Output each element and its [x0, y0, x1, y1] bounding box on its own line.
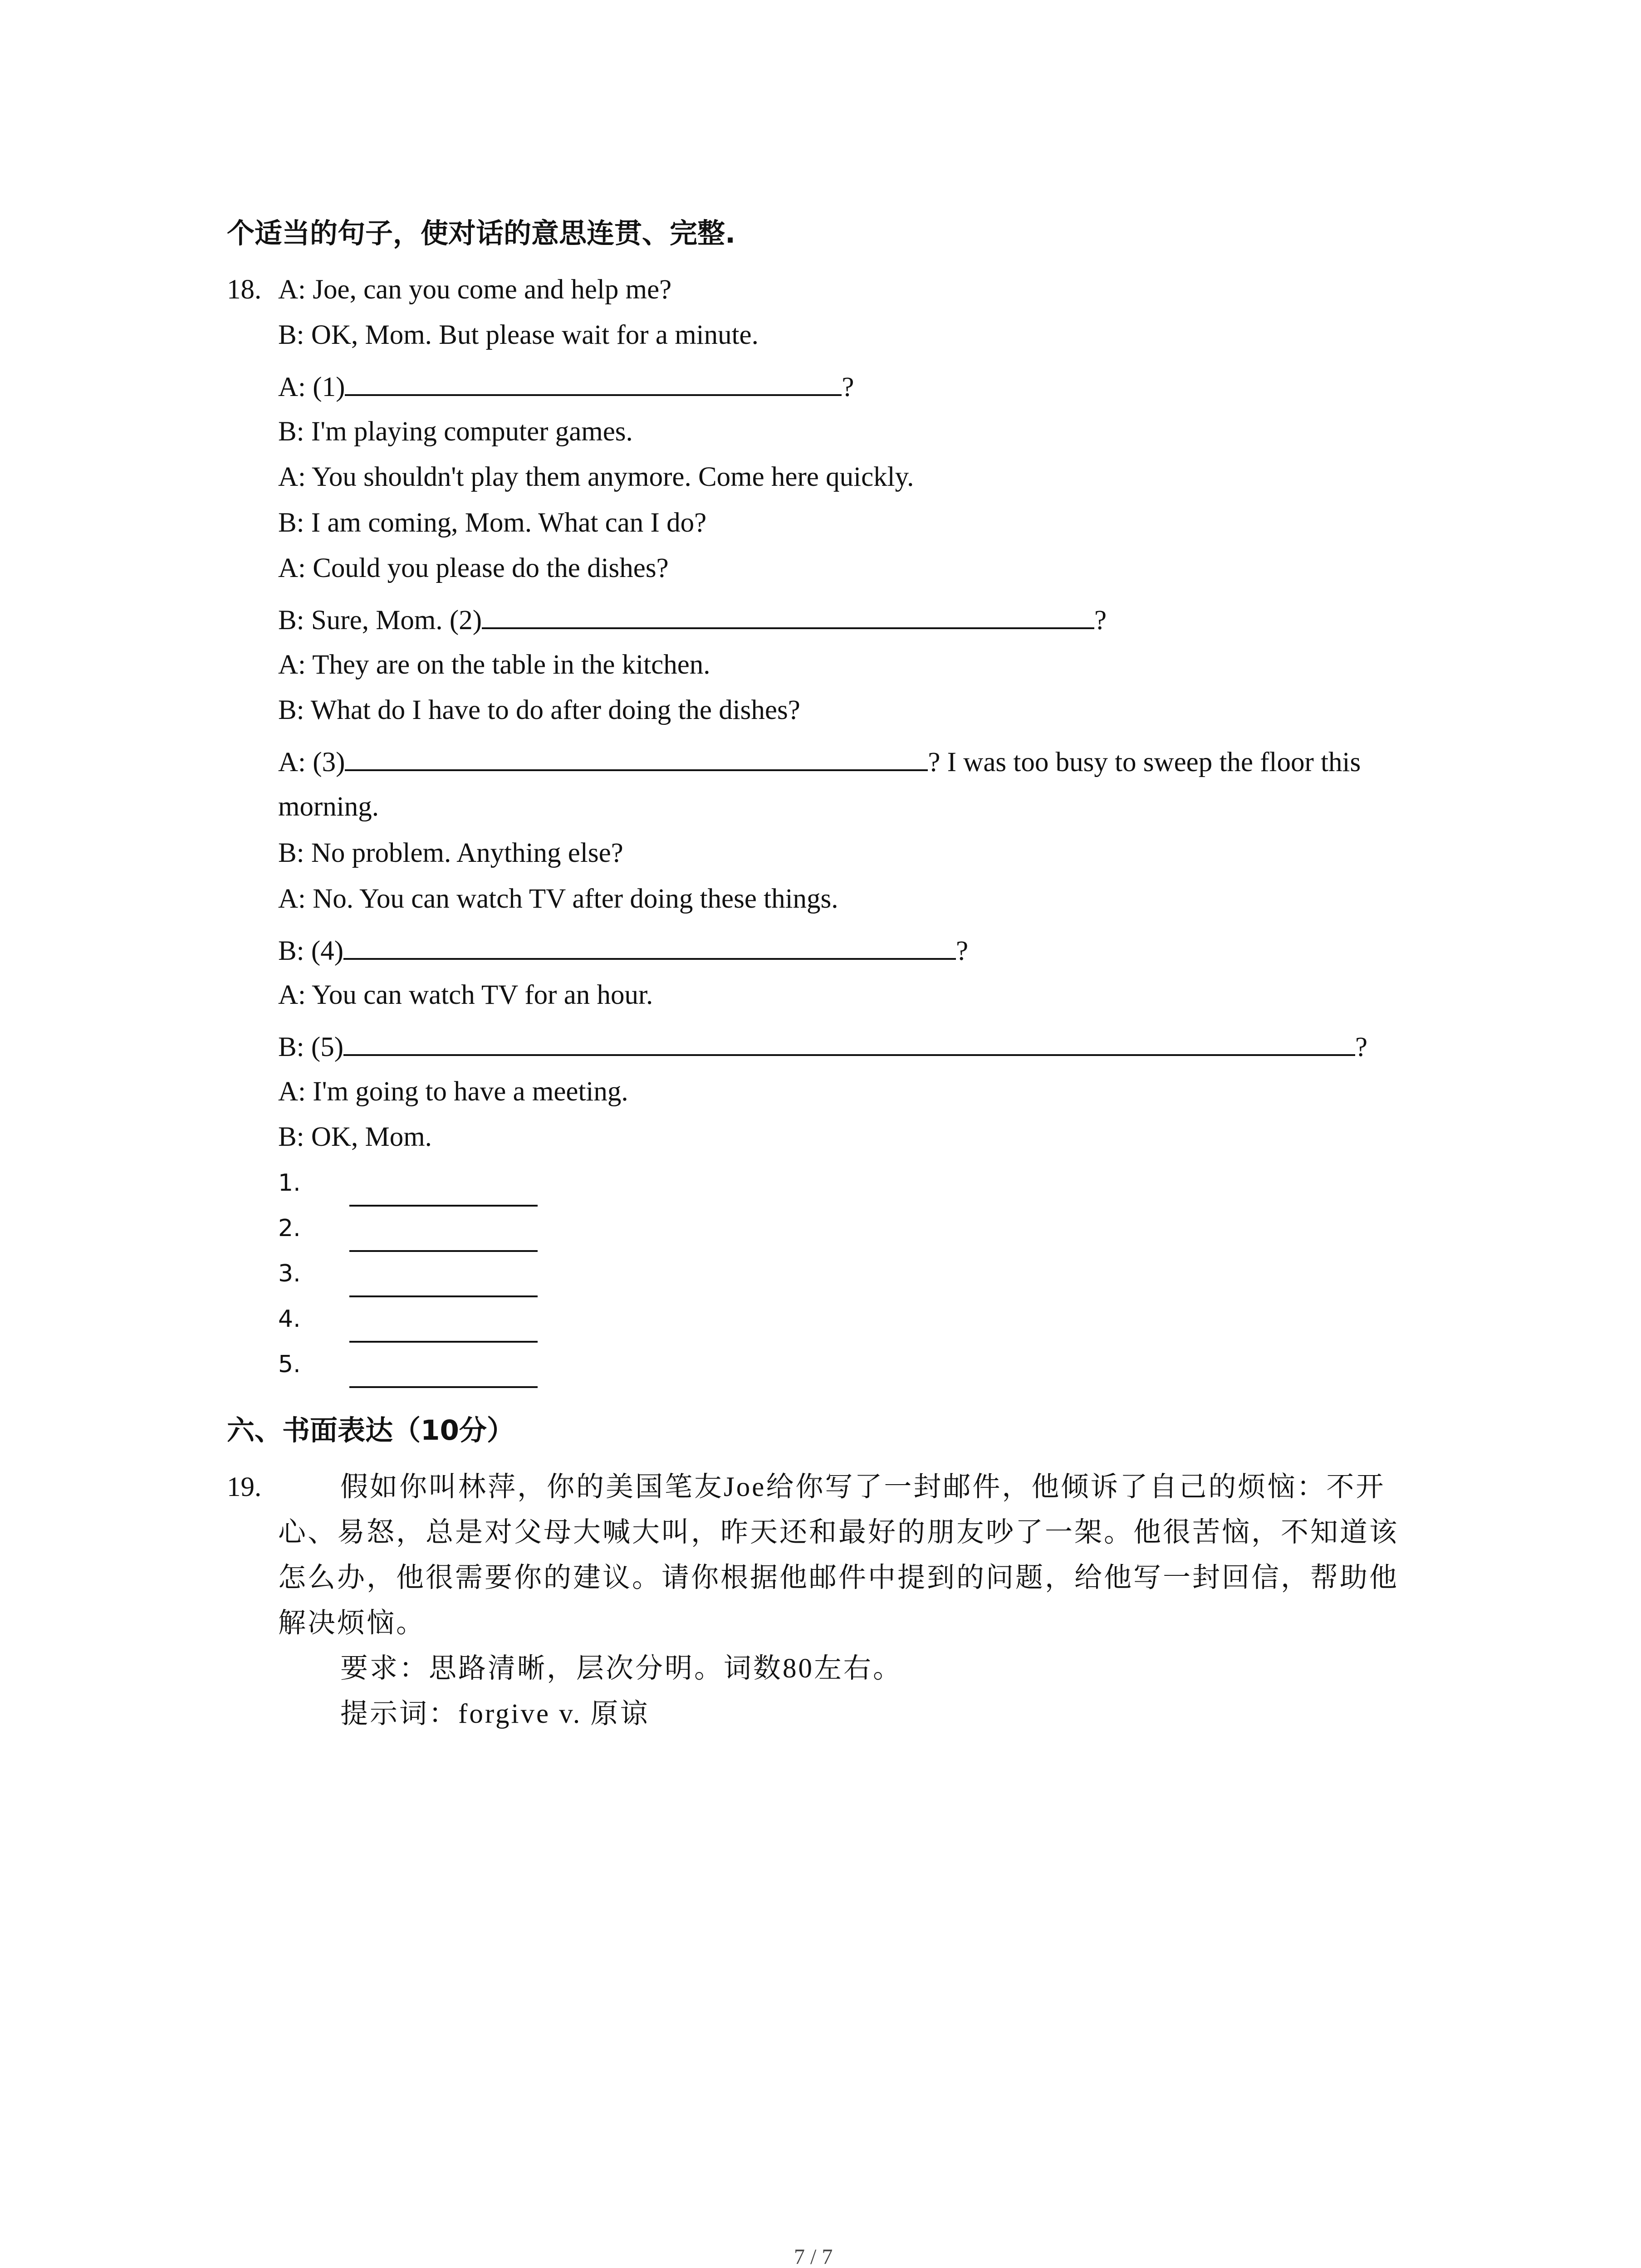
question-mark: ?	[1355, 1032, 1368, 1062]
dialogue-line-11	[278, 744, 1361, 779]
section-instruction: 个适当的句子，使对话的意思连贯、完整.	[227, 217, 736, 249]
page-number: 7 / 7	[794, 2245, 833, 2268]
dialogue-line-10: B: What do I have to do after doing the dishes?	[278, 695, 800, 725]
essay-requirement: 要求：思路清晰，层次分明。词数80左右。	[340, 1653, 903, 1684]
answer-blank-5[interactable]	[343, 1029, 1355, 1056]
answer-number-2: 2.	[278, 1215, 301, 1242]
dialogue-line-13: A: No. You can watch TV after doing these things.	[278, 884, 838, 914]
essay-hint: 提示词：forgive v. 原谅	[340, 1699, 650, 1729]
dialogue-line-4: B: I'm playing computer games.	[278, 416, 633, 447]
dialogue-line-17: A: I'm going to have a meeting.	[278, 1076, 628, 1107]
answer-line-4[interactable]	[349, 1339, 538, 1343]
dialogue-line-6: B: I am coming, Mom. What can I do?	[278, 508, 707, 538]
question-mark: ?	[956, 936, 969, 966]
dialogue-line-2: B: OK, Mom. But please wait for a minute.	[278, 320, 759, 350]
dialogue-line-18: B: OK, Mom.	[278, 1122, 432, 1152]
question-number-19: 19.	[227, 1472, 262, 1502]
dialogue-prefix-1: A: (1)	[278, 372, 345, 402]
answer-number-4: 4.	[278, 1305, 301, 1333]
dialogue-suffix-3: ? I was too busy to sweep the floor this	[928, 747, 1361, 777]
dialogue-line-5: A: You shouldn't play them anymore. Come here quickly.	[278, 462, 914, 492]
answer-blank-2[interactable]	[482, 602, 1094, 629]
answer-blank-4[interactable]	[343, 933, 956, 960]
answer-number-1: 1.	[278, 1169, 301, 1197]
answer-blank-3[interactable]	[345, 744, 928, 771]
dialogue-line-12: B: No problem. Anything else?	[278, 838, 623, 868]
essay-prompt-line-1: 假如你叫林萍，你的美国笔友Joe给你写了一封邮件，他倾诉了自己的烦恼：不开	[340, 1472, 1386, 1502]
dialogue-line-15: A: You can watch TV for an hour.	[278, 980, 653, 1010]
dialogue-prefix-3: A: (3)	[278, 747, 345, 777]
dialogue-line-9: A: They are on the table in the kitchen.	[278, 650, 710, 680]
dialogue-line-3	[278, 369, 854, 404]
dialogue-line-8	[278, 602, 1107, 637]
answer-line-2[interactable]	[349, 1248, 538, 1252]
answer-number-3: 3.	[278, 1260, 301, 1287]
question-mark: ?	[1094, 605, 1107, 635]
essay-prompt-line-4: 解决烦恼。	[278, 1608, 426, 1638]
dialogue-prefix-2: B: Sure, Mom. (2)	[278, 605, 482, 635]
question-mark: ?	[842, 372, 854, 402]
question-number-18: 18.	[227, 274, 262, 305]
essay-prompt-line-3: 怎么办，他很需要你的建议。请你根据他邮件中提到的问题，给他写一封回信，帮助他	[278, 1563, 1399, 1593]
answer-line-1[interactable]	[349, 1203, 538, 1207]
dialogue-prefix-4: B: (4)	[278, 936, 344, 966]
answer-blank-1[interactable]	[345, 369, 842, 396]
dialogue-line-14	[278, 933, 968, 968]
dialogue-line-11-cont: morning.	[278, 792, 379, 822]
answer-line-3[interactable]	[349, 1294, 538, 1297]
essay-prompt-line-2: 心、易怒，总是对父母大喊大叫，昨天还和最好的朋友吵了一架。他很苦恼，不知道该	[278, 1517, 1399, 1548]
dialogue-line-1: A: Joe, can you come and help me?	[278, 274, 672, 305]
dialogue-prefix-5: B: (5)	[278, 1032, 344, 1062]
dialogue-line-16	[278, 1029, 1367, 1064]
answer-line-5[interactable]	[349, 1384, 538, 1388]
dialogue-line-7: A: Could you please do the dishes?	[278, 553, 669, 583]
answer-number-5: 5.	[278, 1351, 301, 1378]
section-title: 六、书面表达（10分）	[227, 1414, 514, 1447]
